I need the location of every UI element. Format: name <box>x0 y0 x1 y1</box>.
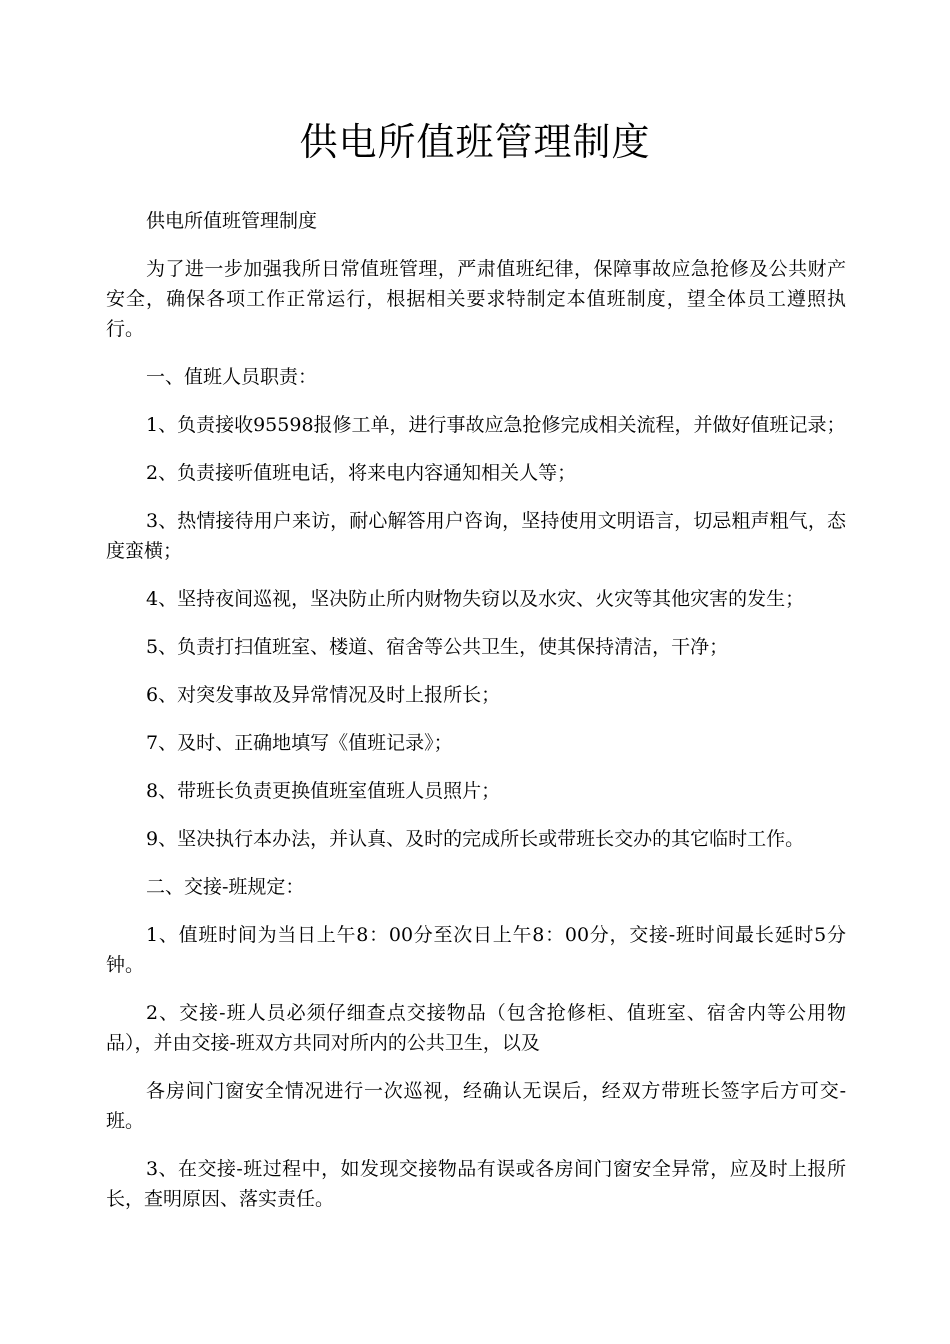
duty-item-6: 6、对突发事故及异常情况及时上报所长； <box>146 684 501 706</box>
duty-item-2: 2、负责接听值班电话，将来电内容通知相关人等； <box>146 462 577 484</box>
intro-paragraph: 为了进一步加强我所日常值班管理，严肃值班纪律，保障事故应急抢修及公共财产安全，确保各项工作正常运行，根据相关要求特制定本值班制度，望全体员工遵照执行。 <box>106 258 846 340</box>
handover-item-2-continued: 各房间门窗安全情况进行一次巡视，经确认无误后，经双方带班长签字后方可交-班。 <box>106 1080 846 1132</box>
duty-item-1: 1、负责接收95598报修工单，进行事故应急抢修完成相关流程，并做好值班记录； <box>146 414 846 436</box>
section-heading-handover: 二、交接-班规定： <box>146 876 305 898</box>
handover-item-1: 1、值班时间为当日上午8：00分至次日上午8：00分，交接-班时间最长延时5分钟。 <box>106 924 846 976</box>
duty-item-4: 4、坚持夜间巡视，坚决防止所内财物失窃以及水灾、火灾等其他灾害的发生； <box>146 588 805 610</box>
duty-item-3: 3、热情接待用户来访，耐心解答用户咨询，坚持使用文明语言，切忌粗声粗气，态度蛮横； <box>106 510 846 562</box>
duty-item-5: 5、负责打扫值班室、楼道、宿舍等公共卫生，使其保持清洁，干净； <box>146 636 729 658</box>
subtitle-paragraph: 供电所值班管理制度 <box>146 210 318 232</box>
duty-item-8: 8、带班长负责更换值班室值班人员照片； <box>146 780 501 802</box>
handover-item-3: 3、在交接-班过程中，如发现交接物品有误或各房间门窗安全异常，应及时上报所长，查明原因、落实责任。 <box>106 1158 846 1210</box>
handover-item-2: 2、交接-班人员必须仔细查点交接物品（包含抢修柜、值班室、宿舍内等公用物品），并由交接-班双方共同对所内的公共卫生，以及 <box>106 1002 846 1054</box>
document-body <box>106 206 846 1232</box>
section-heading-duties: 一、值班人员职责： <box>146 366 318 388</box>
document-title: 供电所值班管理制度 <box>299 120 651 164</box>
duty-item-7: 7、及时、正确地填写《值班记录》； <box>146 732 453 754</box>
duty-item-9: 9、坚决执行本办法，并认真、及时的完成所长或带班长交办的其它临时工作。 <box>146 828 805 850</box>
